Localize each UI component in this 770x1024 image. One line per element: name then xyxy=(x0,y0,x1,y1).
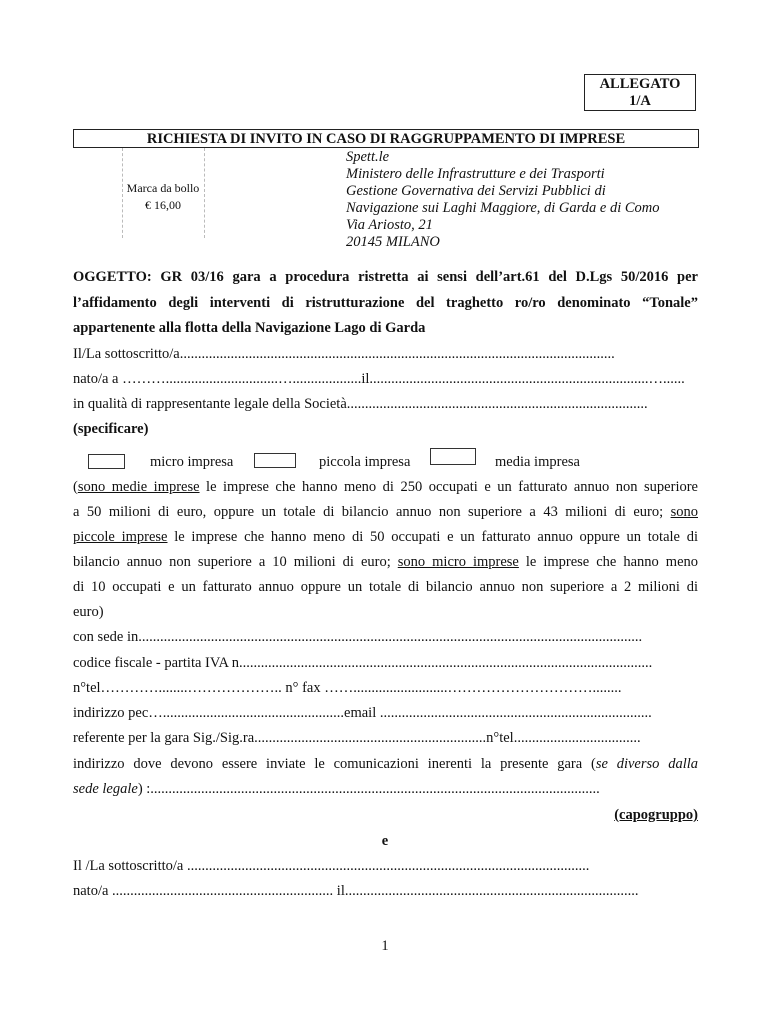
media-impresa-label: media impresa xyxy=(495,454,580,470)
stamp-label-line1: Marca da bollo xyxy=(126,181,200,195)
recipient-line: Gestione Governativa dei Servizi Pubblici di xyxy=(346,183,606,199)
field-sede-legale[interactable] xyxy=(73,780,698,798)
definition-text: le imprese che hanno meno di 50 occupati e un fatturato annuo oppure un totale di xyxy=(167,529,698,545)
definition-term: sono xyxy=(670,504,698,520)
field-second-nato[interactable]: nato/a ............................................................. il................................................................................. xyxy=(73,883,639,899)
subject-line-1: OGGETTO: GR 03/16 gara a procedura ristretta ai sensi dell’art.61 del D.Lgs 50/2016 per xyxy=(73,269,698,285)
definition-text: a 50 milioni di euro, oppure un totale di bilancio annuo non superiore a 43 milioni di euro; xyxy=(73,504,671,520)
micro-impresa-checkbox[interactable] xyxy=(88,454,125,469)
allegato-label: ALLEGATO xyxy=(599,76,681,92)
sede-legale-text: ) :............................................................................................................................ xyxy=(137,781,600,797)
definition-term: sono medie imprese xyxy=(77,479,200,495)
field-referente[interactable]: referente per la gara Sig./Sig.ra................................................................n°tel................................... xyxy=(73,730,641,746)
media-impresa-checkbox[interactable] xyxy=(430,448,476,465)
definition-line-3 xyxy=(73,528,698,546)
capogruppo-label: (capogruppo) xyxy=(614,807,698,823)
recipient-line: Via Ariosto, 21 xyxy=(346,217,433,233)
subject-line-3: appartenente alla flotta della Navigazione Lago di Garda xyxy=(73,320,426,336)
recipient-line: Ministero delle Infrastrutture e dei Trasporti xyxy=(346,166,605,182)
field-tel-fax[interactable]: n°tel…………........……………….. n° fax ……..........................…………………………........ xyxy=(73,680,622,696)
piccola-impresa-label: piccola impresa xyxy=(319,454,411,470)
definition-line-1 xyxy=(73,478,698,496)
field-indirizzo[interactable] xyxy=(73,755,698,773)
stamp-label-line2: € 16,00 xyxy=(145,198,181,212)
field-nato[interactable]: nato/a a ………...............................…...................il.............................................................................…...... xyxy=(73,371,685,387)
recipient-line: Navigazione sui Laghi Maggiore, di Garda e di Como xyxy=(346,200,660,216)
field-sottoscritto[interactable]: Il/La sottoscritto/a........................................................................................................................ xyxy=(73,346,615,362)
field-pec-email[interactable]: indirizzo pec…..................................................email ........................................................................... xyxy=(73,705,652,721)
definition-text: le imprese che hanno meno di 250 occupati e un fatturato annuo non superiore xyxy=(199,479,698,495)
stamp-label xyxy=(110,180,216,214)
allegato-number: 1/A xyxy=(629,93,651,109)
definition-term: piccole imprese xyxy=(73,529,168,545)
definition-line-4 xyxy=(73,553,698,571)
definition-line-2 xyxy=(73,503,698,521)
indirizzo-note: se diverso dalla xyxy=(595,756,698,772)
definition-text: bilancio annuo non superiore a 10 milioni di euro; xyxy=(73,554,398,570)
definition-line-5: di 10 occupati e un fatturato annuo oppure un totale di bilancio annuo non superiore a 2 milioni di xyxy=(73,579,698,595)
definition-text: ( xyxy=(73,479,78,495)
document-title: RICHIESTA DI INVITO IN CASO DI RAGGRUPPAMENTO DI IMPRESE xyxy=(73,129,699,148)
micro-impresa-label: micro impresa xyxy=(150,454,234,470)
conjunction-e: e xyxy=(381,833,389,849)
subject-line-2: l’affidamento degli interventi di ristrutturazione del traghetto ro/ro denominato “Tonale” xyxy=(73,295,698,311)
allegato-box xyxy=(584,74,696,111)
page-number: 1 xyxy=(381,938,389,954)
recipient-line: 20145 MILANO xyxy=(346,234,440,250)
piccola-impresa-checkbox[interactable] xyxy=(254,453,296,468)
field-second-sottoscritto[interactable]: Il /La sottoscritto/a ............................................................................................................... xyxy=(73,858,590,874)
specificare-label: (specificare) xyxy=(73,421,149,437)
definition-line-6: euro) xyxy=(73,604,104,620)
sede-legale-note: sede legale xyxy=(73,781,138,797)
recipient-line: Spett.le xyxy=(346,149,390,165)
field-qualita[interactable]: in qualità di rappresentante legale della Società................................................................................... xyxy=(73,396,648,412)
definition-term: sono micro imprese xyxy=(397,554,519,570)
definition-text: le imprese che hanno meno xyxy=(518,554,698,570)
field-codice-fiscale[interactable]: codice fiscale - partita IVA n.................................................................................................................. xyxy=(73,655,653,671)
field-sede[interactable]: con sede in........................................................................................................................................... xyxy=(73,629,643,645)
indirizzo-text: indirizzo dove devono essere inviate le comunicazioni inerenti la presente gara ( xyxy=(73,756,596,772)
